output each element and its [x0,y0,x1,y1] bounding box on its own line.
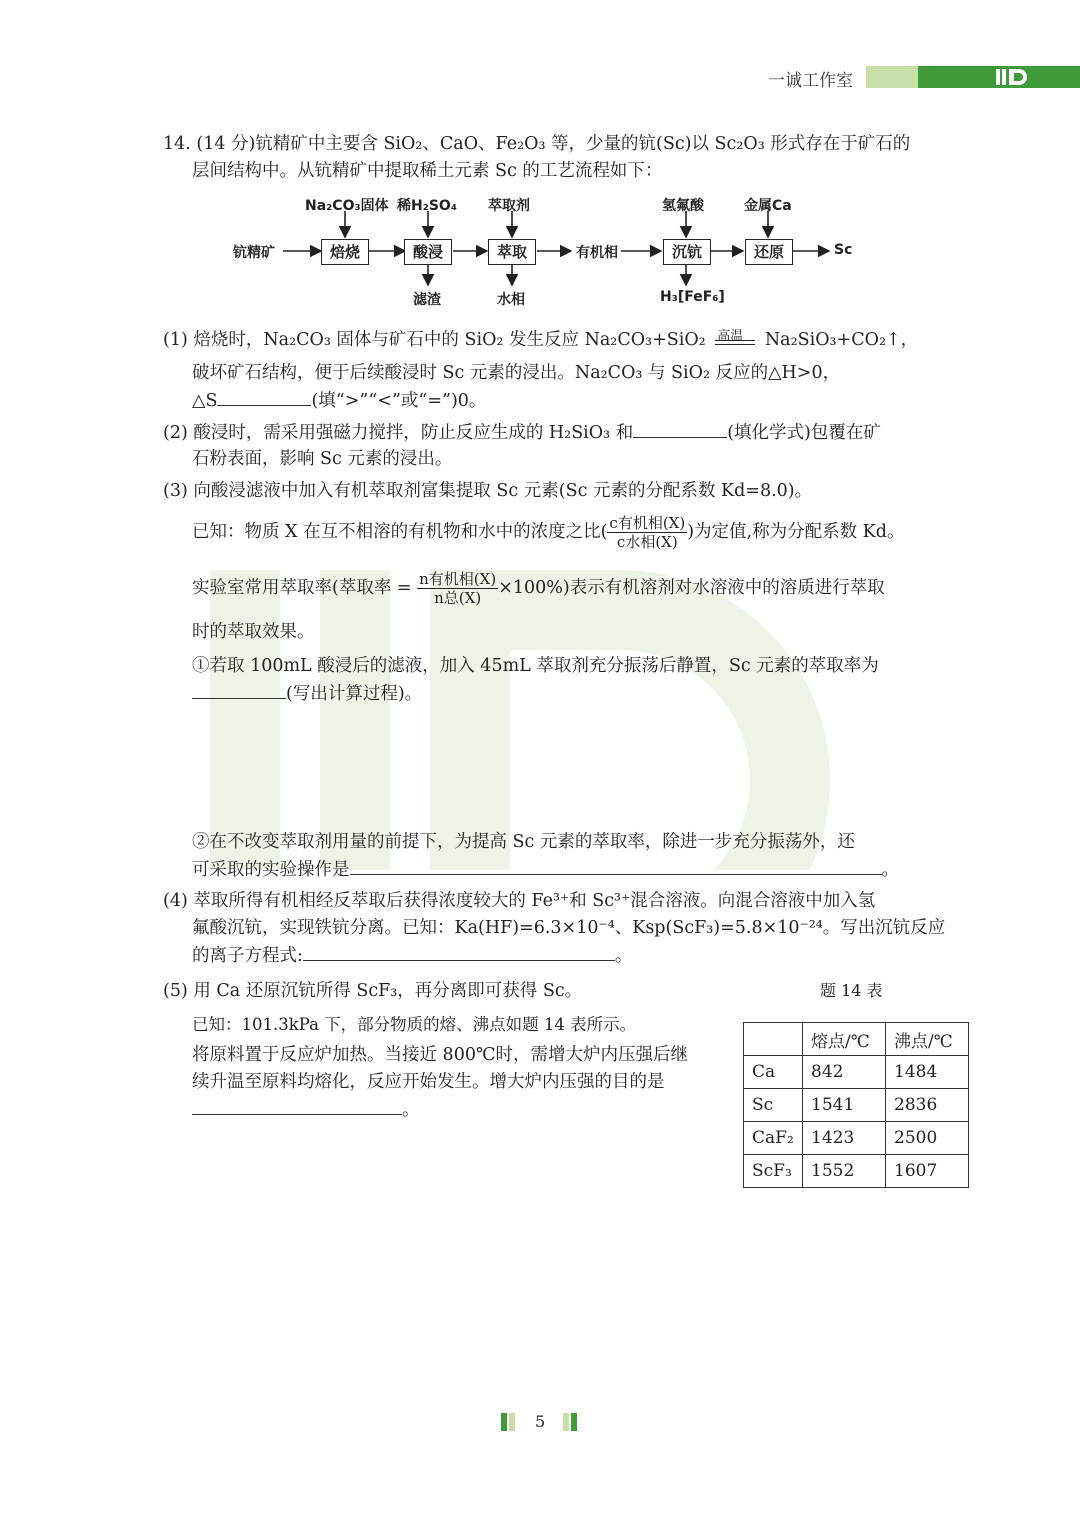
part1-fill-hint: (填“>”“<”或“=”)0。 [311,391,487,411]
part2-answer-blank[interactable] [633,419,727,438]
table-row [744,1155,969,1188]
part3-q1-line2 [192,680,422,707]
part3-q2-line1: ②在不改变萃取剂用量的前提下，为提高 Sc 元素的萃取率，除进一步充分振荡外，还 [192,832,855,852]
part2-text-b: (填化学式)包覆在矿 [727,423,881,443]
part4-line1: (4) 萃取所得有机相经反萃取后获得浓度较大的 Fe³⁺和 Sc³⁺混合溶液。向混合溶液中加入氢 [163,891,876,911]
part1-reactants: (1) 焙烧时，Na₂CO₃ 固体与矿石中的 SiO₂ 发生反应 Na₂CO₃+SiO₂ [163,330,706,350]
part5-known: 已知：101.3kPa 下，部分物质的熔、沸点如题 14 表所示。 [192,1015,637,1034]
flow-end-label: Sc [834,242,853,258]
flow-step-acid-leach: 酸浸 [404,239,452,265]
flow-step-precipitate: 沉钪 [663,239,711,265]
table-row [744,1056,969,1089]
part1-line3 [192,387,486,414]
part4-text: 的离子方程式: [192,946,303,966]
table-header-row [744,1023,969,1056]
part2-text-a: (2) 酸浸时，需采用强磁力搅拌，防止反应生成的 H₂SiO₃ 和 [163,423,634,443]
table-cell-mp: 1541 [803,1089,886,1122]
flow-input-ca: 金属Ca [744,198,792,214]
part4-answer-blank[interactable] [303,942,615,961]
table-cell-name: CaF₂ [744,1122,803,1155]
table-header-mp: 熔点/℃ [803,1023,886,1056]
rate-numerator: n有机相(X) [419,570,497,588]
flow-output-aqueous: 水相 [497,292,525,308]
footer-bar-right-light [563,1413,569,1431]
part3-q2-line2 [192,856,899,883]
part1-line1 [163,327,918,353]
flow-step-reduce: 还原 [745,239,793,265]
part3-rate-line2: 时的萃取效果。 [192,622,315,642]
table-row [744,1122,969,1155]
question-intro-line2: 层间结构中。从钪精矿中提取稀土元素 Sc 的工艺流程如下： [192,161,663,181]
table-cell-mp: 842 [803,1056,886,1089]
flow-step-roast: 焙烧 [321,239,369,265]
table-cell-bp: 1484 [886,1056,969,1089]
part3-rate [192,570,885,607]
table-cell-name: ScF₃ [744,1155,803,1188]
part1-line2: 破坏矿石结构，便于后续酸浸时 Sc 元素的浸出。Na₂CO₃ 与 SiO₂ 反应的△H>0， [192,363,841,383]
part5-line2: 将原料置于反应炉加热。当接近 800℃时，需增大炉内压强后继 [192,1045,689,1065]
part1-answer-blank[interactable] [217,387,311,406]
table-header-blank [744,1023,803,1056]
flow-input-na2co3: Na₂CO₃固体 [305,198,389,214]
flow-organic-phase-label: 有机相 [576,245,618,261]
footer-bar-right-dark [571,1413,577,1431]
table-cell-bp: 2500 [886,1122,969,1155]
part4-line3 [192,942,632,969]
rate-text-a: 实验室常用萃取率(萃取率 = [192,578,412,598]
part1-products: Na₂SiO₃+CO₂↑， [764,330,919,350]
table-cell-bp: 1607 [886,1155,969,1188]
flow-step-extract: 萃取 [488,239,536,265]
part3-q2-text: 可采取的实验操作是 [192,860,350,880]
part5-line3: 续升温至原料均熔化，反应开始发生。增大炉内压强的目的是 [192,1072,665,1092]
flow-output-residue: 滤渣 [413,292,441,308]
flow-output-h3fef6: H₃[FeF₆] [660,289,725,305]
reaction-condition [715,329,755,353]
footer-bar-left-light [509,1413,515,1431]
part3-line1: (3) 向酸浸滤液中加入有机萃取剂富集提取 Sc 元素(Sc 元素的分配系数 Kd=8.0)。 [163,481,813,501]
flow-start-label: 钪精矿 [233,245,275,261]
flow-input-h2so4: 稀H₂SO₄ [397,198,457,214]
fraction-denominator: c水相(X) [616,533,678,551]
table-cell-bp: 2836 [886,1089,969,1122]
table-cell-name: Ca [744,1056,803,1089]
distribution-fraction [607,514,687,551]
part5-end: 。 [402,1100,420,1120]
known-text-b: )为定值,称为分配系数 Kd。 [687,522,905,542]
header-bar-light [866,66,918,88]
table-cell-mp: 1423 [803,1122,886,1155]
part5-line4 [192,1096,420,1123]
part4-end: 。 [614,946,633,966]
part3-q1-hint: (写出计算过程)。 [286,684,423,704]
part3-known [192,514,904,551]
table-cell-name: Sc [744,1089,803,1122]
part2-line1 [163,419,881,446]
melting-boiling-table [743,1022,969,1188]
part3-q1-answer-blank[interactable] [192,680,286,699]
rate-text-b: ×100%)表示有机溶剂对水溶液中的溶质进行萃取 [498,578,885,598]
rate-fraction [417,570,498,607]
table-title: 题 14 表 [820,981,883,1000]
question-intro-line1: 14. (14 分)钪精矿中主要含 SiO₂、CaO、Fe₂O₃ 等，少量的钪(Sc)以 Sc₂O₃ 形式存在于矿石的 [163,134,911,154]
table-header-bp: 沸点/℃ [886,1023,969,1056]
known-text-a: 已知：物质 X 在互不相溶的有机物和水中的浓度之比( [192,522,608,542]
studio-name: 一诚工作室 [768,71,853,91]
flow-input-extractant: 萃取剂 [488,198,530,214]
part5-line1: (5) 用 Ca 还原沉钪所得 ScF₃，再分离即可获得 Sc。 [163,981,583,1001]
table-cell-mp: 1552 [803,1155,886,1188]
part3-q2-answer-blank[interactable] [350,856,882,875]
part5-answer-blank[interactable] [192,1096,402,1115]
part2-line2: 石粉表面，影响 Sc 元素的浸出。 [192,449,453,469]
part3-q2-end: 。 [881,860,899,880]
part3-q1-line1: ①若取 100mL 酸浸后的滤液，加入 45mL 萃取剂充分振荡后静置，Sc 元素的萃取率为 [192,656,879,676]
footer-bar-left-dark [501,1413,507,1431]
condition-high-temp: 高温 [717,329,744,344]
fraction-numerator: c有机相(X) [609,514,686,532]
part4-line2: 氟酸沉钪，实现铁钪分离。已知：Ka(HF)=6.3×10⁻⁴、Ksp(ScF₃)=5.8×10⁻²⁴。写出沉钪反应 [192,918,946,938]
part1-delta-s: △S [192,391,218,411]
page-number: 5 [535,1412,546,1431]
studio-logo-icon [992,66,1036,88]
rate-denominator: n总(X) [434,589,482,607]
table-row [744,1089,969,1122]
flow-input-hf: 氢氟酸 [662,198,704,214]
